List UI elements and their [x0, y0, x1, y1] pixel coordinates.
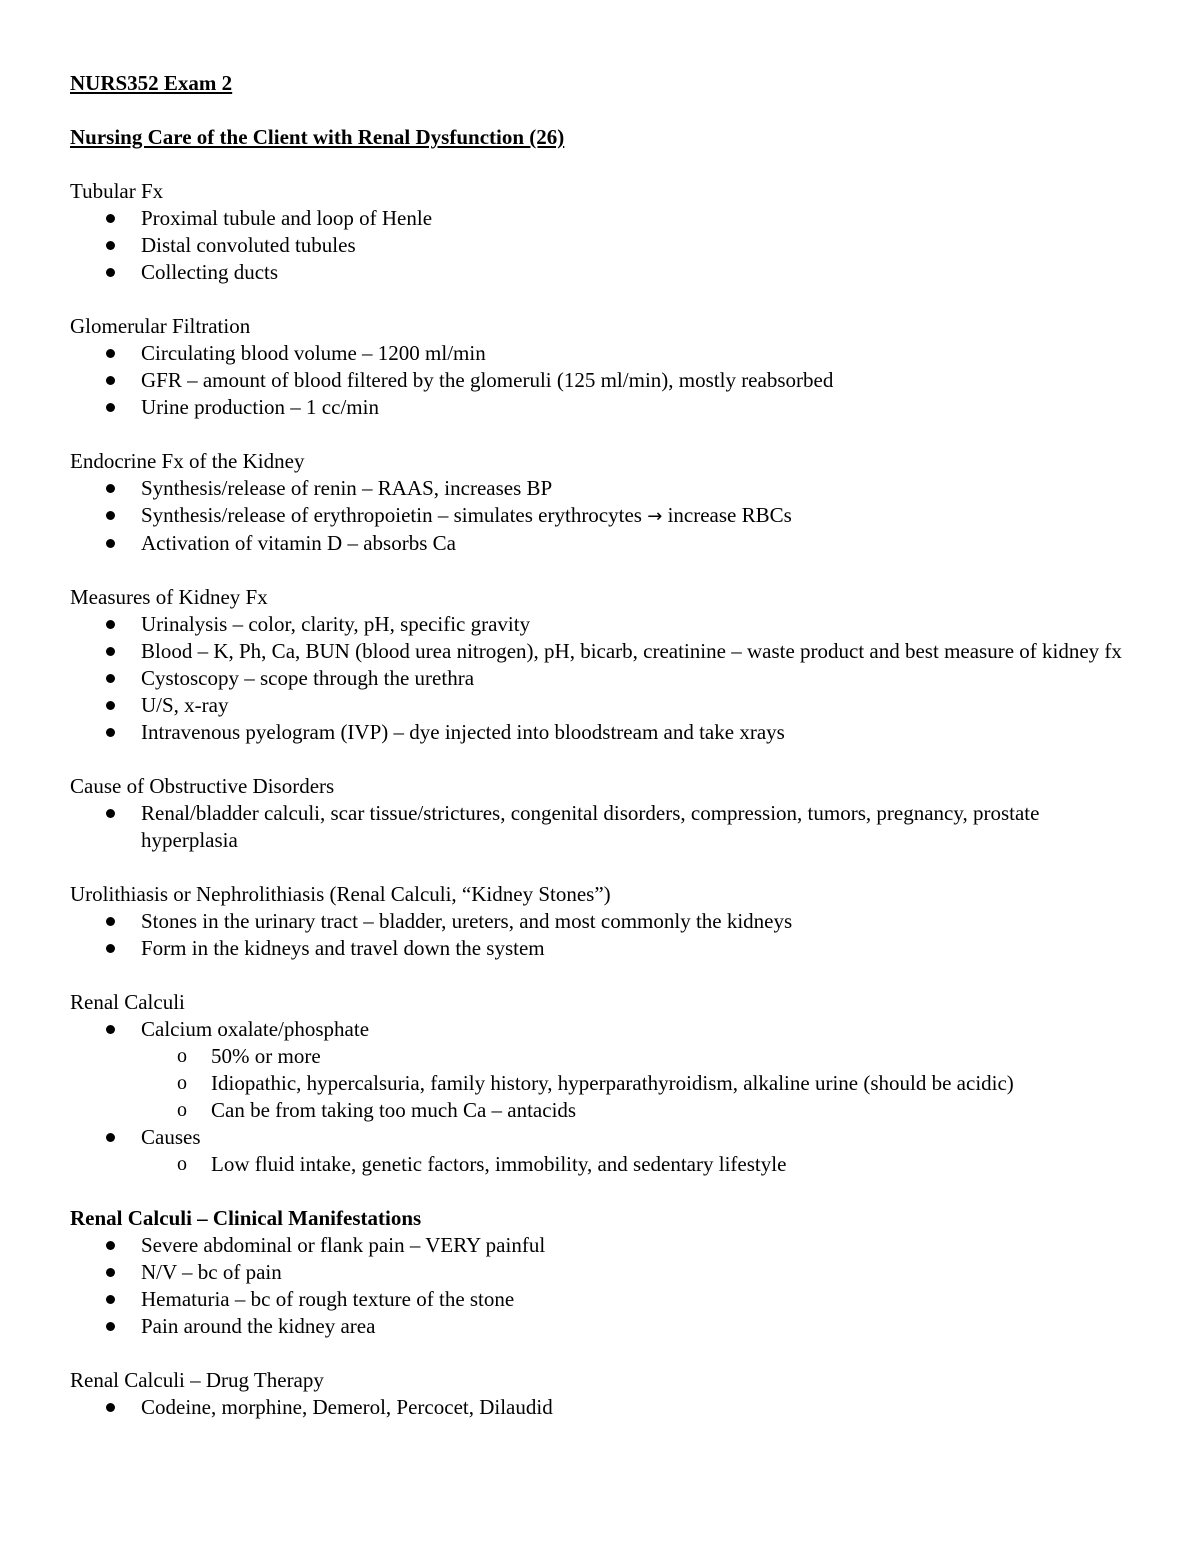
bullet-icon: [106, 241, 115, 250]
bullet-icon: [106, 403, 115, 412]
section-clinical-manifestations: [70, 1205, 1130, 1340]
bullet-icon: [106, 511, 115, 520]
list-item-text: Form in the kidneys and travel down the system: [141, 936, 545, 960]
list-item: [70, 394, 1130, 421]
section-urolithiasis: [70, 881, 1130, 962]
bullet-icon: [106, 376, 115, 385]
list-item: [70, 935, 1130, 962]
section-drug-therapy: [70, 1367, 1130, 1421]
bullet-icon: [106, 647, 115, 656]
list-item: [70, 800, 1130, 854]
list-item: [70, 1016, 1130, 1124]
right-arrow-icon: →: [647, 506, 663, 527]
list-item: [70, 638, 1130, 665]
list-item: [70, 665, 1130, 692]
bullet-icon: [106, 484, 115, 493]
list-item: [70, 1394, 1130, 1421]
circle-bullet-icon: o: [177, 1153, 187, 1175]
section-heading: Glomerular Filtration: [70, 314, 251, 338]
circle-bullet-icon: o: [177, 1099, 187, 1121]
sub-list-item-text: Idiopathic, hypercalsuria, family history, hyperparathyroidism, alkaline urine (should be acidic): [211, 1071, 1014, 1095]
bullet-icon: [106, 728, 115, 737]
list-item: [70, 1232, 1130, 1259]
bullet-icon: [106, 701, 115, 710]
section-obstructive: [70, 773, 1130, 854]
section-heading: Tubular Fx: [70, 179, 164, 203]
list-item-text: Circulating blood volume – 1200 ml/min: [141, 341, 486, 365]
bullet-icon: [106, 674, 115, 683]
bullet-list: [70, 611, 1130, 746]
bullet-list: [70, 1394, 1130, 1421]
bullet-list: [70, 800, 1130, 854]
list-item-text: increase RBCs: [662, 503, 792, 527]
bullet-icon: [106, 349, 115, 358]
section-renal-calculi: [70, 989, 1130, 1178]
list-item: [70, 719, 1130, 746]
bullet-list: [70, 205, 1130, 286]
bullet-icon: [106, 1268, 115, 1277]
bullet-icon: [106, 1133, 115, 1142]
list-item-text: Synthesis/release of erythropoietin – simulates erythrocytes: [141, 503, 648, 527]
section-endocrine: [70, 448, 1130, 557]
list-item: [70, 1286, 1130, 1313]
list-item-text: Synthesis/release of renin – RAAS, increases BP: [141, 476, 553, 500]
list-item: [70, 340, 1130, 367]
document-page: [70, 70, 1130, 1421]
bullet-icon: [106, 944, 115, 953]
bullet-list: [70, 1016, 1130, 1178]
sub-list-item: [141, 1070, 1130, 1097]
sub-bullet-list: [141, 1151, 1130, 1178]
list-item-text: Distal convoluted tubules: [141, 233, 356, 257]
list-item: [70, 908, 1130, 935]
list-item-text: Renal/bladder calculi, scar tissue/strictures, congenital disorders, compression, tumors, pregnancy, prostate hyperplasia: [141, 801, 1040, 852]
sub-list-item-text: 50% or more: [211, 1044, 321, 1068]
section-glomerular: [70, 313, 1130, 421]
list-item: [70, 502, 1130, 530]
bullet-list: [70, 908, 1130, 962]
bullet-icon: [106, 268, 115, 277]
list-item-text: GFR – amount of blood filtered by the glomeruli (125 ml/min), mostly reabsorbed: [141, 368, 834, 392]
circle-bullet-icon: o: [177, 1045, 187, 1067]
list-item-text: Stones in the urinary tract – bladder, ureters, and most commonly the kidneys: [141, 909, 793, 933]
sub-bullet-list: [141, 1043, 1130, 1124]
section-heading: Cause of Obstructive Disorders: [70, 774, 335, 798]
list-item-text: Urine production – 1 cc/min: [141, 395, 379, 419]
sub-list-item: [141, 1043, 1130, 1070]
bullet-icon: [106, 1241, 115, 1250]
section-measures: [70, 584, 1130, 746]
bullet-icon: [106, 620, 115, 629]
list-item: [70, 692, 1130, 719]
section-heading: Renal Calculi: [70, 990, 185, 1014]
bullet-icon: [106, 1322, 115, 1331]
list-item-text: Collecting ducts: [141, 260, 279, 284]
bullet-icon: [106, 917, 115, 926]
list-item-text: Severe abdominal or flank pain – VERY painful: [141, 1233, 546, 1257]
list-item-text: U/S, x-ray: [141, 693, 229, 717]
section-heading: Renal Calculi – Clinical Manifestations: [70, 1206, 422, 1230]
section-heading: Renal Calculi – Drug Therapy: [70, 1368, 324, 1392]
list-item: [70, 475, 1130, 502]
sub-list-item: [141, 1151, 1130, 1178]
list-item-text: Codeine, morphine, Demerol, Percocet, Dilaudid: [141, 1395, 553, 1419]
bullet-icon: [106, 1295, 115, 1304]
list-item-text: Hematuria – bc of rough texture of the stone: [141, 1287, 515, 1311]
bullet-list: [70, 340, 1130, 421]
bullet-icon: [106, 1025, 115, 1034]
list-item-text: N/V – bc of pain: [141, 1260, 282, 1284]
bullet-list: [70, 1232, 1130, 1340]
list-item-text: Pain around the kidney area: [141, 1314, 376, 1338]
list-item-text: Proximal tubule and loop of Henle: [141, 206, 433, 230]
document-title: NURS352 Exam 2: [70, 71, 233, 95]
list-item: [70, 232, 1130, 259]
list-item: [70, 205, 1130, 232]
bullet-icon: [106, 214, 115, 223]
list-item-text: Intravenous pyelogram (IVP) – dye injected into bloodstream and take xrays: [141, 720, 785, 744]
list-item: [70, 611, 1130, 638]
section-tubular: [70, 178, 1130, 286]
list-item-text: Causes: [141, 1125, 201, 1149]
list-item-text: Activation of vitamin D – absorbs Ca: [141, 531, 456, 555]
list-item: [70, 259, 1130, 286]
sub-list-item-text: Can be from taking too much Ca – antacids: [211, 1098, 577, 1122]
section-heading: Endocrine Fx of the Kidney: [70, 449, 305, 473]
list-item-text: Blood – K, Ph, Ca, BUN (blood urea nitrogen), pH, bicarb, creatinine – waste product and best measure of kidney fx: [141, 639, 1122, 663]
bullet-icon: [106, 1403, 115, 1412]
sub-list-item-text: Low fluid intake, genetic factors, immobility, and sedentary lifestyle: [211, 1152, 787, 1176]
section-heading: Urolithiasis or Nephrolithiasis (Renal Calculi, “Kidney Stones”): [70, 882, 611, 906]
list-item: [70, 367, 1130, 394]
document-subtitle: Nursing Care of the Client with Renal Dysfunction (26): [70, 125, 565, 149]
bullet-icon: [106, 539, 115, 548]
section-heading: Measures of Kidney Fx: [70, 585, 268, 609]
list-item: [70, 1313, 1130, 1340]
sub-list-item: [141, 1097, 1130, 1124]
circle-bullet-icon: o: [177, 1072, 187, 1094]
bullet-list: [70, 475, 1130, 557]
list-item-text: Calcium oxalate/phosphate: [141, 1017, 370, 1041]
list-item: [70, 1259, 1130, 1286]
list-item: [70, 1124, 1130, 1178]
list-item-text: Cystoscopy – scope through the urethra: [141, 666, 475, 690]
bullet-icon: [106, 809, 115, 818]
list-item-text: Urinalysis – color, clarity, pH, specific gravity: [141, 612, 531, 636]
list-item: [70, 530, 1130, 557]
